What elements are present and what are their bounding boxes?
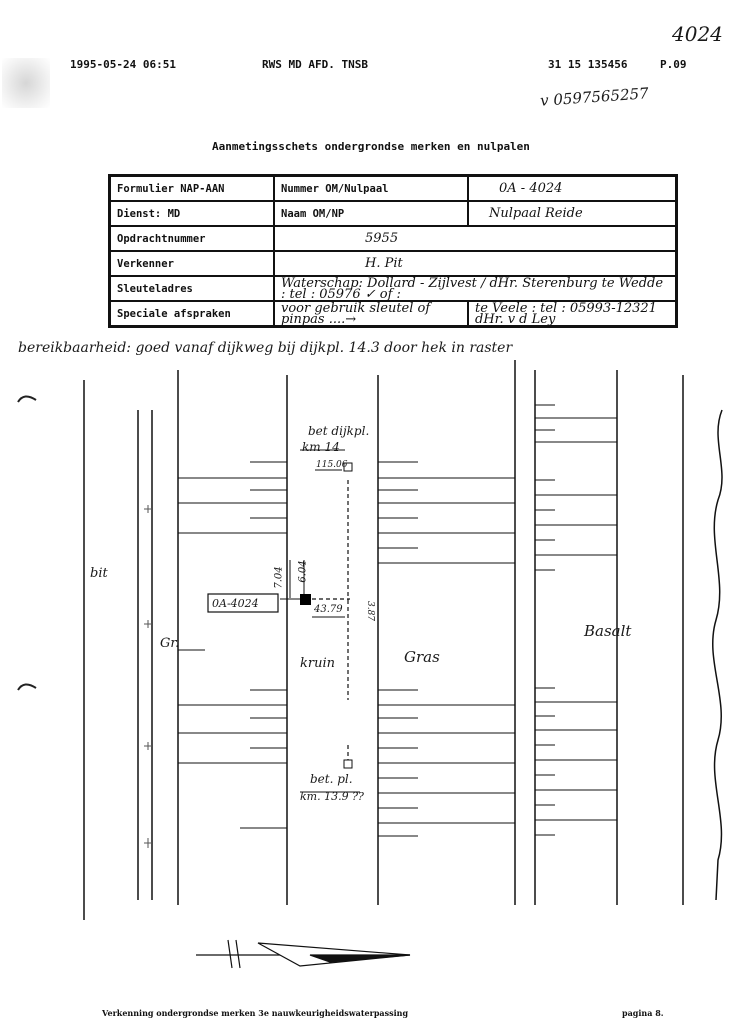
label-basalt: Basalt <box>584 622 632 640</box>
label-km139: km. 13.9 ?? <box>300 790 364 803</box>
special-arrangements-b: te Veele : tel : 05993-12321 dHr. v d Ley <box>468 301 677 327</box>
label-dist-4379: 43.79 <box>314 604 343 615</box>
label-dist-604: 6.04 <box>297 560 309 583</box>
label-dist-115: 115.06 <box>316 460 348 470</box>
fax-number: 31 15 135456 <box>548 58 628 71</box>
key-address-value: Waterschap: Dollard - Zijlvest / dHr. Sterenburg te Wedde : tel : 05976 ✓ of : <box>274 276 677 301</box>
form-label: Formulier NAP-AAN <box>110 176 275 202</box>
zero-marker-symbol <box>300 594 311 605</box>
label-dist-704: 7.04 <box>273 566 285 589</box>
marker-number-value: 0A - 4024 <box>468 176 677 202</box>
form-title: Aanmetingsschets ondergrondse merken en nulpalen <box>212 140 530 153</box>
label-bit: bit <box>90 566 108 581</box>
surveyor-value: H. Pit <box>274 251 677 276</box>
cross-markers <box>144 505 152 848</box>
waterline <box>713 410 722 900</box>
measurement-lines <box>305 480 350 760</box>
label-underlines <box>297 450 360 792</box>
special-arrangements-a: voor gebruik sleutel of pinpas ....→ <box>274 301 468 327</box>
fax-sender: RWS MD AFD. TNSB <box>262 58 368 71</box>
fax-datetime: 1995-05-24 06:51 <box>70 58 176 71</box>
label-kruin: kruin <box>300 656 335 671</box>
slope-hatching <box>178 405 617 836</box>
label-dist-387: 3.87 <box>365 600 376 622</box>
footer-page: pagina 8. <box>622 1008 664 1018</box>
accessibility-note: bereikbaarheid: goed vanaf dijkweg bij dijkpl. 14.3 door hek in raster <box>18 340 513 356</box>
binder-hole <box>18 684 36 690</box>
form-sublabel: Nummer OM/Nulpaal <box>274 176 468 202</box>
form-label: Speciale afspraken <box>110 301 275 327</box>
form-label: Opdrachtnummer <box>110 226 275 251</box>
label-marker-id: 0A-4024 <box>212 597 259 610</box>
label-bet-pl: bet. pl. <box>310 772 353 786</box>
order-number-value: 5955 <box>274 226 677 251</box>
label-bet-dijkpl: bet dijkpl. <box>308 424 370 438</box>
page-number: 4024 <box>672 22 723 46</box>
binder-hole <box>18 396 36 402</box>
label-gr: Gr. <box>160 636 180 651</box>
form-label: Sleuteladres <box>110 276 275 301</box>
phone-note: v 0597565257 <box>539 84 650 110</box>
form-sublabel: Naam OM/NP <box>274 201 468 226</box>
footer-title: Verkenning ondergrondse merken 3e nauwkeurigheidswaterpassing <box>102 1008 409 1018</box>
north-arrow <box>196 940 410 968</box>
label-gras: Gras <box>404 648 440 666</box>
marker-name-value: Nulpaal Reide <box>468 201 677 226</box>
form-label: Verkenner <box>110 251 275 276</box>
label-km14: km 14 <box>302 440 340 454</box>
fax-page: P.09 <box>660 58 687 71</box>
form-label: Dienst: MD <box>110 201 275 226</box>
dike-post-symbol <box>344 760 352 768</box>
